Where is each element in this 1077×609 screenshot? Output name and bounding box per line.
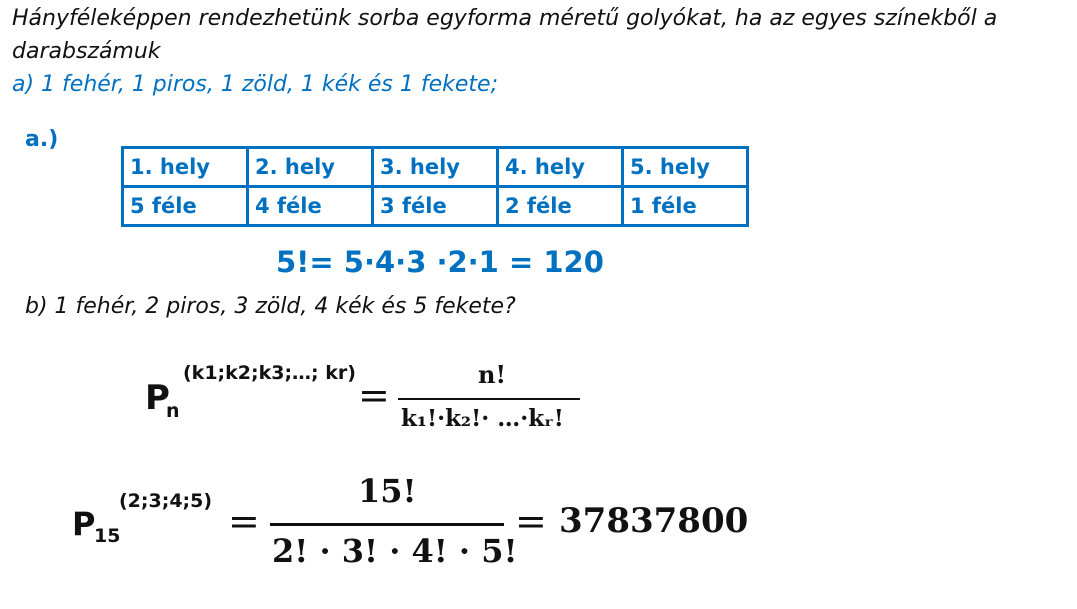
specific-formula-equals-2: = (515, 499, 547, 543)
part-a-question: a) 1 fehér, 1 piros, 1 zöld, 1 kék és 1 fekete; (12, 72, 499, 97)
general-formula-equals: = (358, 373, 390, 417)
general-formula-numerator: n! (478, 360, 506, 389)
table-cell: 4 féle (248, 187, 373, 226)
table-cell: 4. hely (498, 148, 623, 187)
general-formula-fraction-bar (398, 398, 580, 400)
problem-statement (12, 2, 997, 101)
general-formula-denominator: k₁!·k₂!· …·kᵣ! (401, 405, 564, 432)
specific-formula-equals: = (228, 499, 260, 543)
specific-formula-base: P (72, 505, 96, 543)
table-cell: 3 féle (373, 187, 498, 226)
part-a-label: a.) (25, 127, 59, 152)
table-cell: 1. hely (123, 148, 248, 187)
part-b-question: b) 1 fehér, 2 piros, 3 zöld, 4 kék és 5 fekete? (25, 294, 516, 319)
specific-formula-subscript: 15 (94, 525, 121, 547)
table-cell: 3. hely (373, 148, 498, 187)
specific-formula-denominator: 2! · 3! · 4! · 5! (272, 532, 518, 570)
specific-formula-numerator: 15! (358, 472, 417, 510)
general-formula-base: P (145, 378, 170, 418)
table-cell: 2. hely (248, 148, 373, 187)
specific-formula-superscript: (2;3;4;5) (119, 490, 213, 512)
problem-line-2: darabszámuk (12, 39, 161, 64)
table-row (123, 187, 748, 226)
specific-formula-fraction-bar (270, 523, 504, 526)
table-cell: 2 féle (498, 187, 623, 226)
table-cell: 5 féle (123, 187, 248, 226)
general-formula-superscript: (k1;k2;k3;…; kr) (183, 362, 356, 384)
table-cell: 1 féle (623, 187, 748, 226)
general-formula-subscript: n (166, 400, 180, 422)
factorial-formula: 5!= 5·4·3 ·2·1 = 120 (276, 245, 604, 279)
problem-line-1: Hányféleképpen rendezhetünk sorba egyforma méretű golyókat, ha az egyes színekből a (12, 6, 998, 31)
specific-formula-result: 37837800 (559, 501, 749, 541)
table-cell: 5. hely (623, 148, 748, 187)
table-row (123, 148, 748, 187)
places-table (121, 146, 749, 227)
